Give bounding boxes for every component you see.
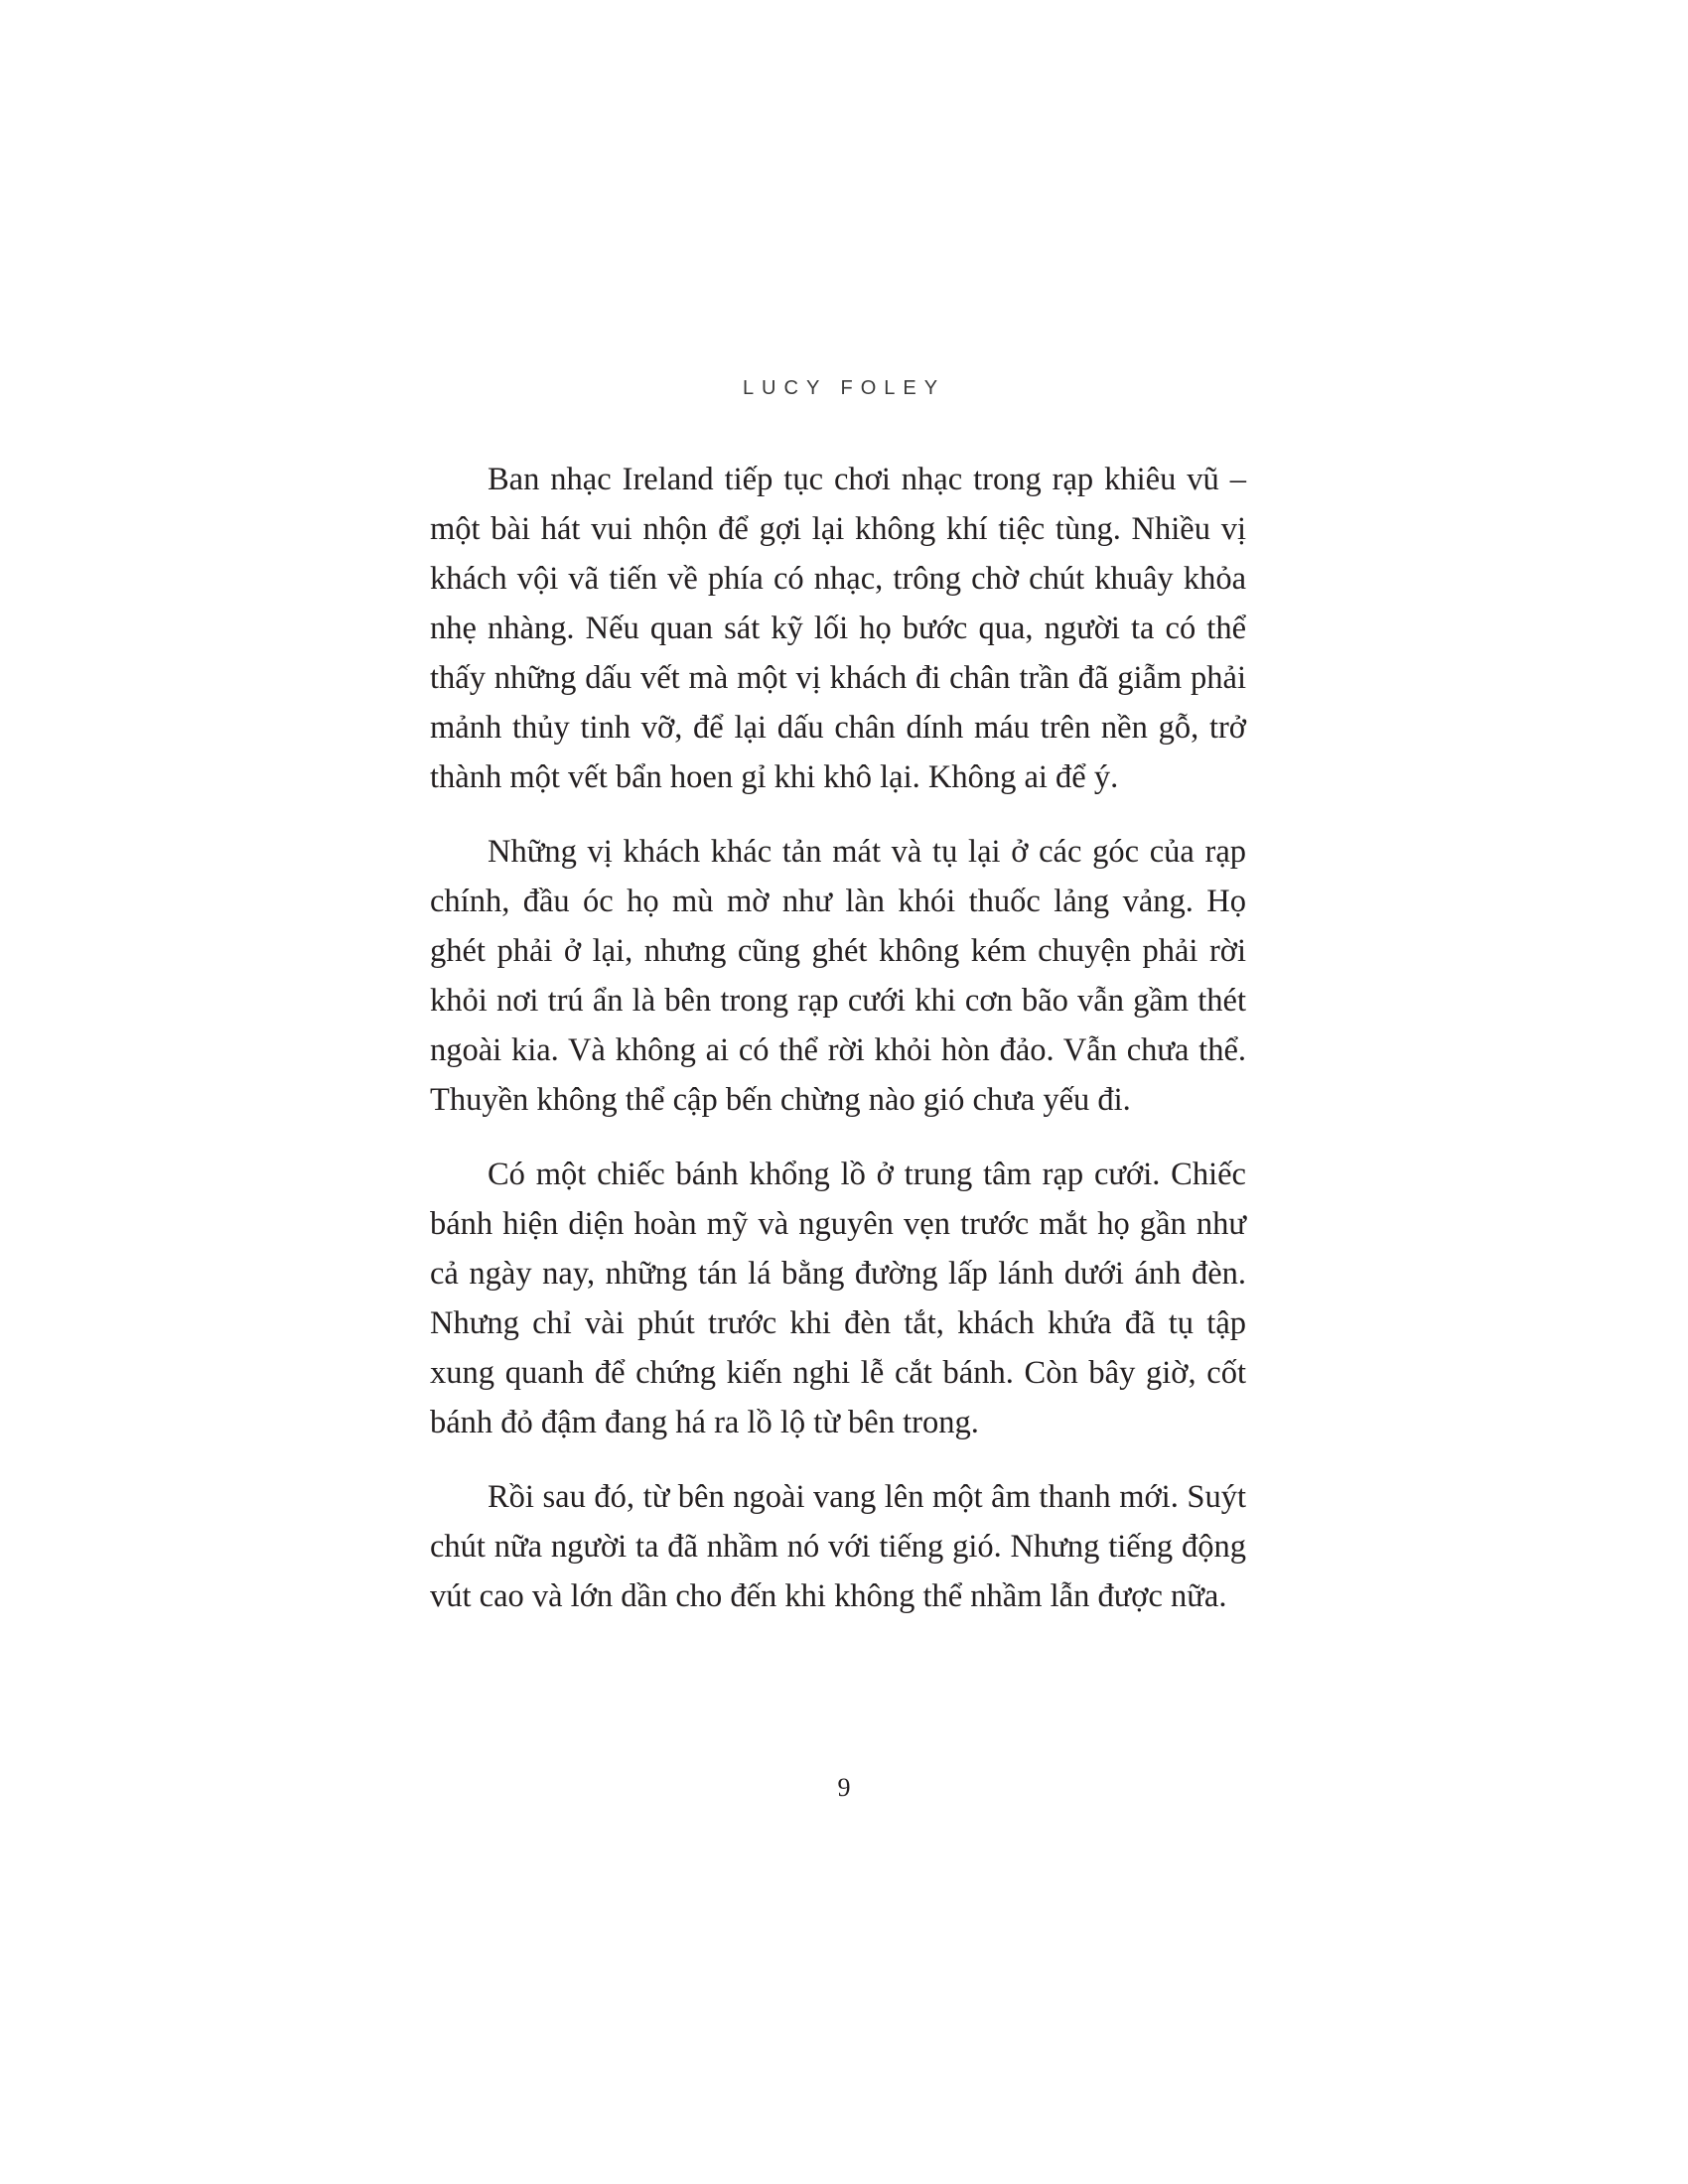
paragraph-1: Ban nhạc Ireland tiếp tục chơi nhạc trong rạp khiêu vũ – một bài hát vui nhộn để gợi lại không khí tiệc tùng. Nhiều vị khách vội vã tiến về phía có nhạc, trông chờ chút khuây khỏa nhẹ nhàng. Nếu quan sát kỹ lối họ bước qua, người ta có thể thấy những dấu vết mà một vị khách đi chân trần đã giẫm phải mảnh thủy tinh vỡ, để lại dấu chân dính máu trên nền gỗ, trở thành một vết bẩn hoen gỉ khi khô lại. Không ai để ý. <box>430 462 1246 795</box>
paragraph-2: Những vị khách khác tản mát và tụ lại ở các góc của rạp chính, đầu óc họ mù mờ như làn khói thuốc lảng vảng. Họ ghét phải ở lại, nhưng cũng ghét không kém chuyện phải rời khỏi nơi trú ẩn là bên trong rạp cưới khi cơn bão vẫn gầm thét ngoài kia. Và không ai có thể rời khỏi hòn đảo. Vẫn chưa thể. Thuyền không thể cập bến chừng nào gió chưa yếu đi. <box>430 834 1246 1118</box>
paragraph-4: Rồi sau đó, từ bên ngoài vang lên một âm thanh mới. Suýt chút nữa người ta đã nhầm nó với tiếng gió. Nhưng tiếng động vút cao và lớn dần cho đến khi không thể nhầm lẫn được nữa. <box>430 1479 1246 1614</box>
page-number: 9 <box>837 1773 851 1802</box>
running-head-author: LUCY FOLEY <box>742 377 946 399</box>
paragraph-3: Có một chiếc bánh khổng lồ ở trung tâm rạp cưới. Chiếc bánh hiện diện hoàn mỹ và nguyên vẹn trước mắt họ gần như cả ngày nay, những tán lá bằng đường lấp lánh dưới ánh đèn. Nhưng chỉ vài phút trước khi đèn tắt, khách khứa đã tụ tập xung quanh để chứng kiến nghi lễ cắt bánh. Còn bây giờ, cốt bánh đỏ đậm đang há ra lồ lộ từ bên trong. <box>430 1157 1246 1440</box>
body-text <box>430 455 1246 1646</box>
